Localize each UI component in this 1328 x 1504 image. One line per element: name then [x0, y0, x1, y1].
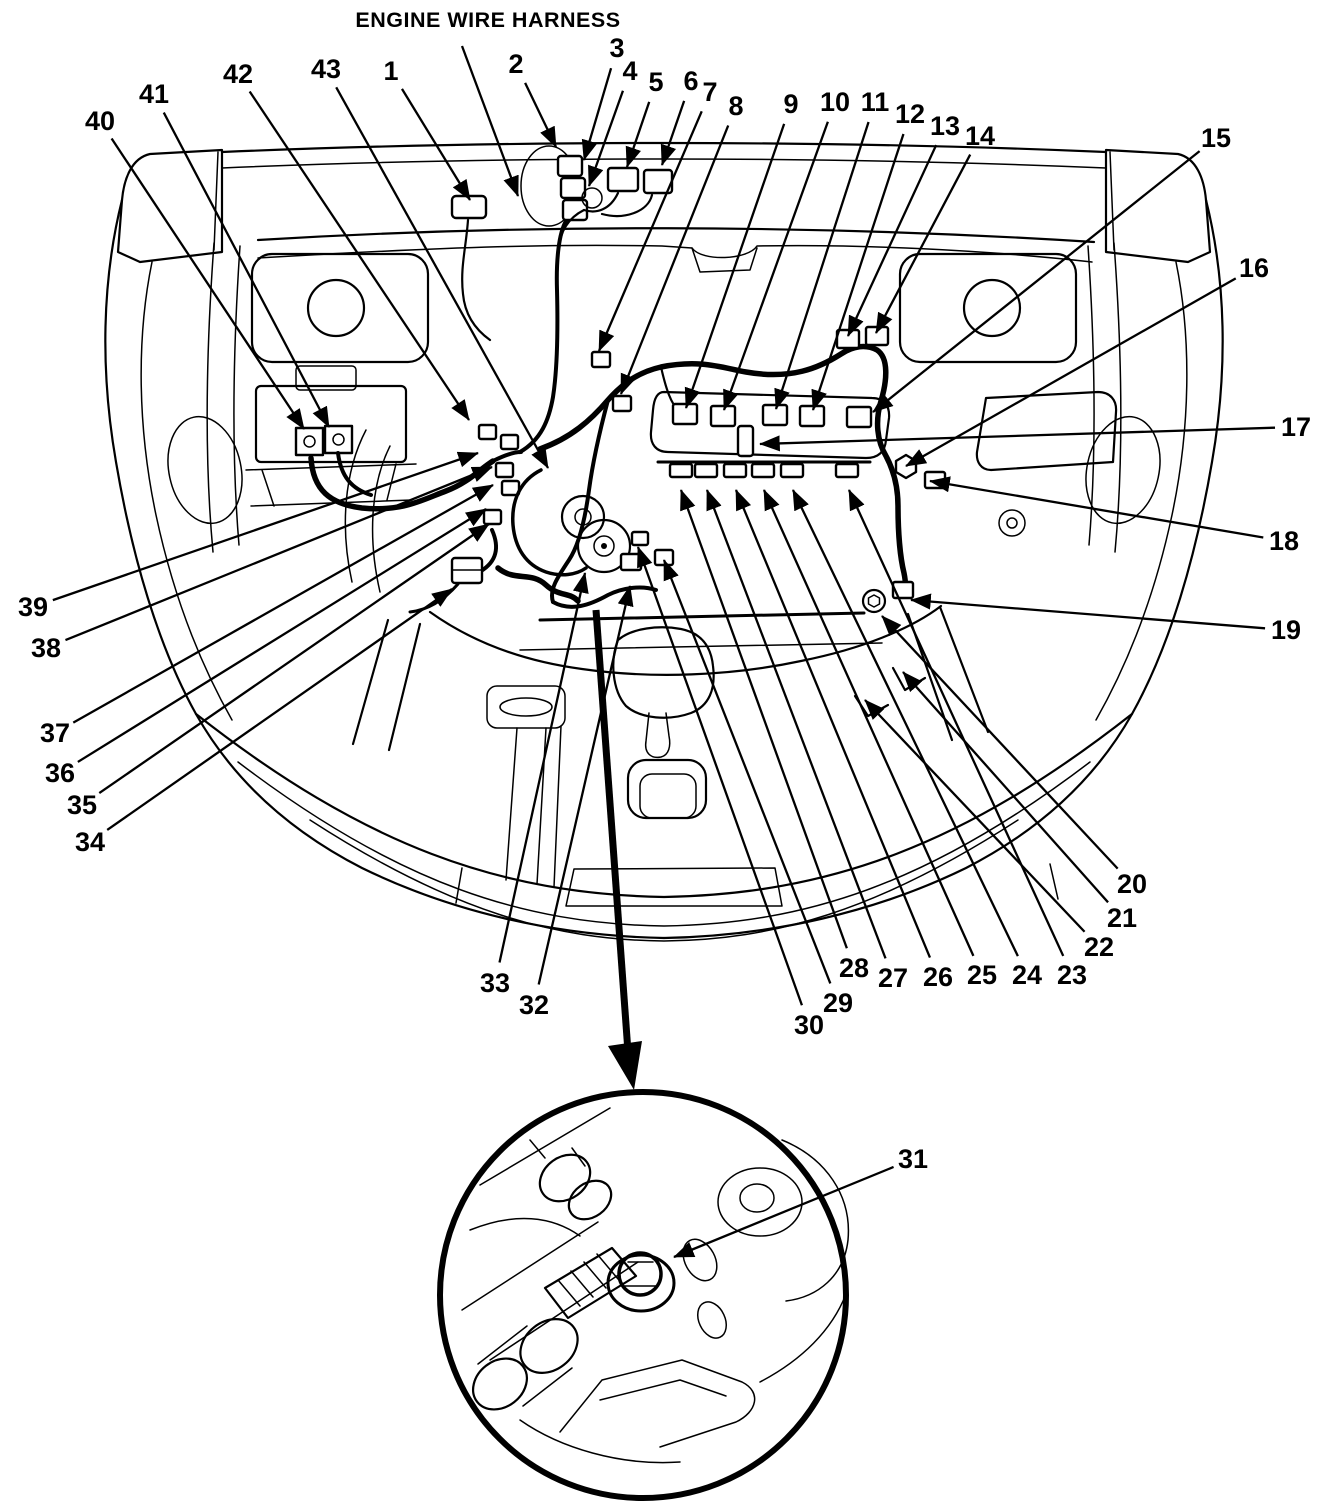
callout-19-leader-line — [911, 600, 1265, 628]
callout-38-number: 38 — [30, 633, 62, 663]
callout-39-number: 39 — [17, 592, 49, 622]
callout-6-leader-line — [662, 101, 684, 165]
callout-27-number: 27 — [877, 963, 909, 993]
callout-39-leader-line — [53, 453, 478, 600]
callout-12-leader-line — [813, 134, 903, 410]
callout-2-leader-line — [525, 83, 556, 147]
callout-24-number: 24 — [1011, 960, 1043, 990]
callout-12-number: 12 — [894, 99, 926, 129]
callout-39 — [18, 453, 478, 622]
callout-13-leader-line — [848, 145, 936, 336]
injector-connector — [836, 464, 858, 477]
diagram-title: ENGINE WIRE HARNESS — [355, 8, 621, 32]
callout-8 — [621, 91, 744, 394]
callout-30-number: 30 — [793, 1010, 825, 1040]
callout-13-number: 13 — [929, 111, 961, 141]
connector-17 — [738, 426, 753, 456]
callout-17 — [760, 412, 1311, 444]
callout-2 — [508, 49, 556, 147]
connector-32 — [621, 554, 641, 570]
callout-40 — [85, 106, 304, 429]
callout-1-number: 1 — [383, 56, 399, 86]
callout-41-leader-line — [164, 113, 329, 427]
detail-pointer-arrow — [596, 610, 642, 1090]
connector-8 — [613, 396, 631, 411]
callout-7 — [599, 77, 718, 351]
ground-bolt-20 — [863, 590, 885, 612]
callout-33 — [480, 573, 585, 998]
callout-25-number: 25 — [966, 960, 998, 990]
callout-11-number: 11 — [860, 87, 890, 117]
callout-2-number: 2 — [508, 49, 524, 79]
injector-connector — [781, 464, 803, 477]
callout-42-leader-line — [250, 91, 469, 420]
callout-22-number: 22 — [1083, 932, 1115, 962]
callout-33-leader-line — [500, 573, 585, 962]
callout-21 — [903, 672, 1137, 933]
callout-19 — [911, 600, 1301, 645]
callout-14-number: 14 — [964, 121, 996, 151]
callout-21-number: 21 — [1106, 903, 1138, 933]
callout-34-number: 34 — [74, 827, 106, 857]
callout-29 — [664, 560, 853, 1018]
callout-7-number: 7 — [702, 77, 718, 107]
callout-42-number: 42 — [222, 59, 254, 89]
callout-labels — [18, 33, 1311, 1257]
callout-40-number: 40 — [84, 106, 116, 136]
callout-18-leader-line — [930, 481, 1263, 537]
callout-37-number: 37 — [39, 718, 71, 748]
relay-box — [410, 558, 482, 612]
headlight-left — [159, 410, 252, 531]
injector-connector — [695, 464, 717, 477]
battery-terminal-negative — [296, 428, 323, 455]
battery — [246, 366, 416, 506]
callout-41-number: 41 — [138, 79, 170, 109]
callout-6 — [662, 66, 699, 165]
callout-18-number: 18 — [1268, 526, 1300, 556]
connector-16 — [896, 455, 916, 478]
battery-terminal-positive — [325, 426, 352, 453]
callout-28-number: 28 — [838, 953, 870, 983]
callout-20-number: 20 — [1116, 869, 1148, 899]
connector-7 — [592, 352, 610, 367]
front-panel-plate — [566, 868, 782, 906]
callout-17-number: 17 — [1280, 412, 1312, 442]
callout-9-leader-line — [686, 124, 784, 408]
headlight-right — [1077, 410, 1170, 531]
callout-3-leader-line — [584, 68, 611, 160]
callout-35-number: 35 — [66, 790, 98, 820]
injector-connector — [670, 464, 692, 477]
detail-inset — [440, 1092, 848, 1498]
callout-36-leader-line — [78, 509, 486, 762]
callout-15-leader-line — [873, 151, 1200, 412]
callout-34-leader-line — [107, 589, 452, 830]
front-bumper — [196, 714, 1132, 941]
injector-connector — [752, 464, 774, 477]
strut-tower-left — [252, 254, 428, 362]
callout-19-number: 19 — [1270, 615, 1302, 645]
callout-5-leader-line — [627, 102, 649, 167]
callout-43-number: 43 — [310, 54, 342, 84]
injector-connector — [724, 464, 746, 477]
callout-23-number: 23 — [1056, 960, 1088, 990]
connector-18 — [925, 472, 945, 488]
callout-6-number: 6 — [683, 66, 699, 96]
callout-16-number: 16 — [1238, 253, 1270, 283]
detail-ground-bolt — [608, 1253, 674, 1311]
callout-26-number: 26 — [922, 962, 954, 992]
callout-22 — [865, 700, 1114, 962]
callout-33-number: 33 — [479, 968, 511, 998]
callout-36-number: 36 — [44, 758, 76, 788]
callout-8-number: 8 — [728, 91, 744, 121]
callout-1 — [383, 56, 470, 200]
valve-cover-connectors — [673, 404, 871, 427]
callout-36 — [45, 509, 486, 788]
callout-17-leader-line — [760, 428, 1275, 444]
callout-31-number: 31 — [897, 1144, 929, 1174]
callout-5-number: 5 — [648, 67, 664, 97]
injector-rail — [658, 462, 870, 477]
callout-4-number: 4 — [622, 56, 638, 86]
callout-30 — [638, 547, 824, 1040]
callout-14 — [876, 121, 995, 333]
callout-10-number: 10 — [819, 87, 851, 117]
callout-31 — [674, 1144, 928, 1257]
connector-13 — [837, 330, 859, 348]
detail-head-bolt — [530, 1140, 619, 1227]
engine-block — [353, 606, 988, 887]
callout-24 — [793, 490, 1042, 990]
right-side-connectors — [738, 327, 945, 716]
callout-31-leader-line — [674, 1167, 894, 1257]
callout-29-number: 29 — [822, 988, 854, 1018]
callout-28 — [681, 490, 869, 983]
callout-43 — [311, 54, 548, 468]
connector-30 — [632, 532, 648, 545]
callout-38-leader-line — [65, 467, 492, 640]
callout-3-number: 3 — [609, 33, 625, 63]
callout-23-leader-line — [849, 490, 1063, 956]
callout-18 — [930, 481, 1299, 556]
callout-9-number: 9 — [783, 89, 799, 119]
callout-23 — [849, 490, 1087, 990]
callout-38 — [31, 467, 492, 663]
callout-15-number: 15 — [1200, 123, 1232, 153]
connector-5 — [608, 168, 638, 191]
callout-32-number: 32 — [518, 990, 550, 1020]
callout-37 — [40, 485, 493, 748]
callout-35 — [67, 524, 489, 820]
